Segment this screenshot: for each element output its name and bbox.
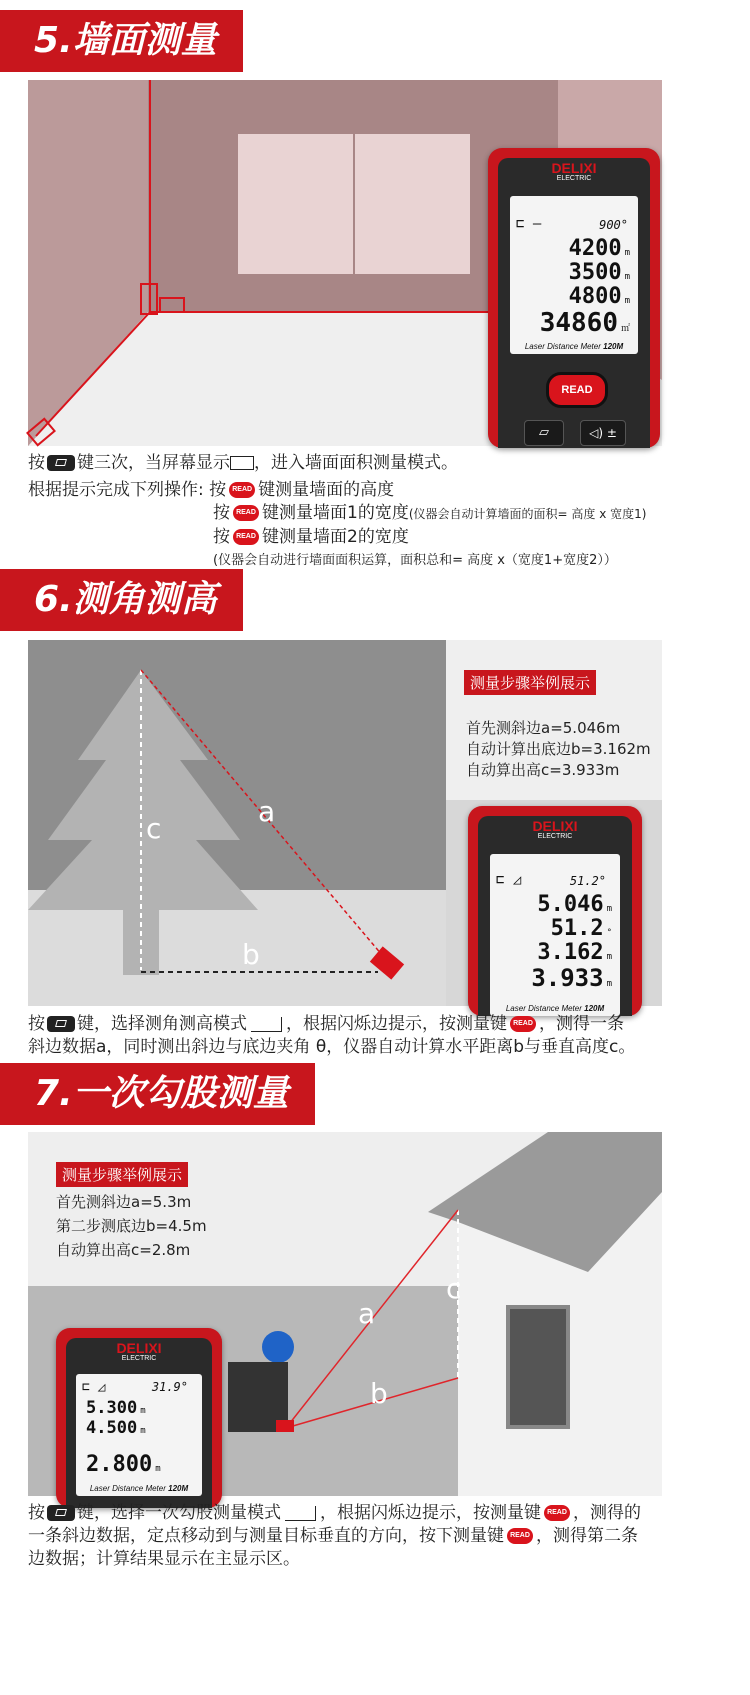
device-angle: 900° (599, 218, 628, 232)
example-steps: 首先测斜边a=5.046m 自动计算出底边b=3.162m 自动算出高c=3.933m (466, 719, 651, 779)
pythagoras-illustration (28, 1132, 662, 1496)
pythagoras-mode-icon (285, 1506, 316, 1521)
section-5-caption: 按 键三次，当屏幕显示 ，进入墙面面积测量模式。 根据提示完成下列操作: 按 READ 键测量墙面的高度 按 READ 键测量墙面1的宽度(仪器会自动计算墙面的面积= 高度 x 宽度1) 按 READ 键测量墙面2的宽度 (仪器会自动进行墙面面积运算，面积总和= 高度 x（宽度1+宽度2）） (28, 453, 647, 568)
distance-meter-device (488, 148, 660, 448)
example-tag: 测量步骤举例展示 (56, 1162, 188, 1187)
example-steps: 首先测斜边a=5.3m 第二步测底边b=4.5m 自动算出高c=2.8m (56, 1193, 207, 1259)
angle-mode-icon (251, 1017, 282, 1032)
read-key-icon: READ (544, 1505, 570, 1521)
read-key-icon: READ (510, 1016, 536, 1032)
distance-meter-device: DELIXI ELECTRIC ⊏ ◿ 31.9° 5.300 m 4.500 m 2.800 m Laser Distance Meter 120M (56, 1328, 222, 1508)
section-7-caption: 按 键，选择一次勾股测量模式 ，根据闪烁边提示，按测量键 READ ，测得的 一条斜边数据，定点移动到与测量目标垂直的方向，按下测量键 READ ，测得第二条 边数据；计算结果显示在主显示区。 (28, 1503, 641, 1569)
sound-plusminus-button[interactable]: ◁) ± (580, 420, 626, 446)
device-value-3: 4800 (568, 284, 622, 309)
device-brand: DELIXI (551, 160, 597, 176)
example-tag: 测量步骤举例展示 (464, 670, 596, 695)
angle-height-illustration (28, 640, 662, 1013)
base-label: b (370, 1377, 388, 1410)
mode-key-button[interactable]: ▱ (524, 420, 564, 446)
device-value-2: 3500 (568, 260, 622, 285)
read-key-icon: READ (233, 529, 259, 545)
mode-key-icon (47, 1505, 75, 1521)
wall-measure-illustration (28, 80, 662, 446)
device-subbrand: ELECTRIC (556, 175, 592, 182)
device-value-main: 34860 (539, 308, 618, 338)
section-5-header: 5.墙面测量 (0, 10, 243, 72)
angle-mode-icon: ⊏ ◿ (496, 872, 522, 888)
section-7-header: 7.一次勾股测量 (0, 1063, 315, 1125)
mode-key-icon (47, 1016, 75, 1032)
device-screen: ⊏ ◿ 51.2° 5.046 m 51.2 ° 3.162 m 3.933 m Laser Distance Meter 120M (490, 854, 620, 1016)
hypotenuse-label: a (258, 795, 276, 828)
helmet-icon (262, 1331, 294, 1363)
wall-mode-icon (230, 456, 254, 470)
device-screen: ⊏ ◿ 31.9° 5.300 m 4.500 m 2.800 m Laser Distance Meter 120M (76, 1374, 202, 1496)
read-key-icon: READ (233, 505, 259, 521)
mode-key-icon (47, 455, 75, 471)
device-footer: Laser Distance Meter 120M (524, 342, 624, 351)
device-value-1: 4200 (568, 236, 622, 261)
pythagoras-mode-icon: ⊏ ◿ (82, 1380, 106, 1395)
section-6-header: 6.测角测高 (0, 569, 243, 631)
read-button[interactable]: READ (546, 372, 608, 408)
height-label: c (446, 1272, 462, 1305)
read-key-icon: READ (229, 482, 255, 498)
measure-mode-icon: ⊏ — (516, 216, 542, 232)
height-label: c (146, 812, 162, 845)
base-label: b (242, 938, 260, 971)
hypotenuse-label: a (358, 1297, 376, 1330)
distance-meter-device: DELIXI ELECTRIC ⊏ ◿ 51.2° 5.046 m 51.2 ° 3.162 m 3.933 m Laser Distance Meter 120M (468, 806, 642, 1016)
section-6-caption: 按 键，选择测角测高模式 ，根据闪烁边提示，按测量键 READ ，测得一条 斜边数据a，同时测出斜边与底边夹角 θ，仪器自动计算水平距离b与垂直高度c。 (28, 1014, 636, 1057)
read-key-icon: READ (507, 1528, 533, 1544)
device-screen: ⊏ — 900° 4200 m 3500 m 4800 m 34860 ㎡ Laser Distance Meter 120M (510, 196, 638, 354)
